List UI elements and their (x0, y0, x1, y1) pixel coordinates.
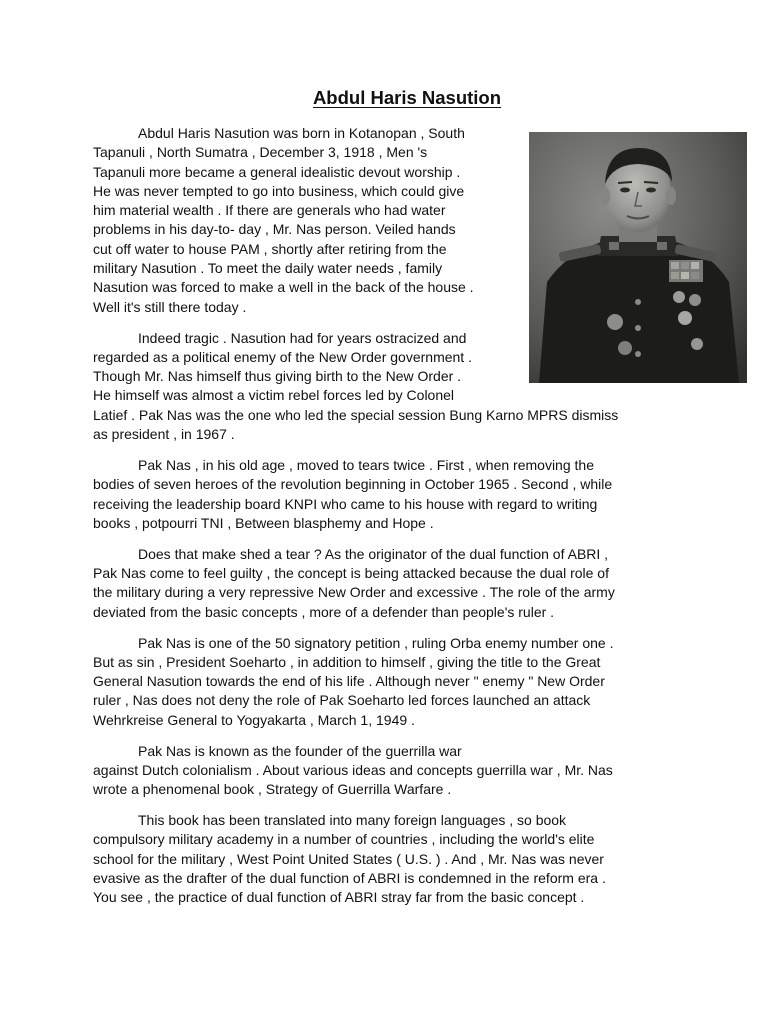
paragraph: This book has been translated into many foreign languages , so book compulsory military academy in a number of countries , including the world's elite school for the military , West Point United States ( U.S. ) . And , Mr. Nas was never evasive as the drafter of the dual function of ABRI is condemned in the reform era . You see , the practice of dual function of ABRI stray far from the basic concept . (93, 812, 606, 906)
paragraph: Pak Nas , in his old age , moved to tears twice . First , when removing the bodies of seven heroes of the revolution beginning in October 1965 . Second , while receiving the leadership board KNPI who came to his house with regard to writing books , potpourri TNI , Between blasphemy and Hope . (93, 456, 613, 531)
paragraph: Abdul Haris Nasution was born in Kotanopan , South Tapanuli , North Sumatra , December 3, 1918 , Men 's Tapanuli more became a general idealistic devout worship . He was never tempted to go into business, which could give him material wealth . If there are generals who had water problems in his day-to- day , Mr. Nas person. Veiled hands cut off water to house PAM , shortly after retiring from the military Nasution . To meet the daily water needs , family Nasution was forced to make a well in the back of the house . Well it's still there today . (93, 125, 474, 315)
paragraph: Indeed tragic . Nasution had for years ostracized and regarded as a political enemy of the New Order government . Though Mr. Nas himself thus giving birth to the New Order . He himself was almost a victim rebel forces led by Colonel Latief . Pak Nas was the one who led the special session Bung Karno MPRS dismiss as president , in 1967 . (93, 329, 619, 443)
article-body (93, 124, 683, 919)
paragraph: Does that make shed a tear ? As the originator of the dual function of ABRI , Pak Nas come to feel guilty , the concept is being attacked because the dual role of the military during a very repressive New Order and excessive . The role of the army deviated from the basic concepts , more of a defender than people's ruler . (93, 545, 615, 620)
document-title: Abdul Haris Nasution (312, 87, 502, 108)
paragraph: Pak Nas is one of the 50 signatory petition , ruling Orba enemy number one . But as sin , President Soeharto , in addition to himself , giving the title to the Great General Nasution towards the end of his life . Although never " enemy " New Order ruler , Nas does not deny the role of Pak Soeharto led forces launched an attack Wehrkreise General to Yogyakarta , March 1, 1949 . (93, 634, 614, 728)
paragraph: Pak Nas is known as the founder of the guerrilla war against Dutch colonialism . About various ideas and concepts guerrilla war , Mr. Nas wrote a phenomenal book , Strategy of Guerrilla Warfare . (93, 742, 613, 798)
